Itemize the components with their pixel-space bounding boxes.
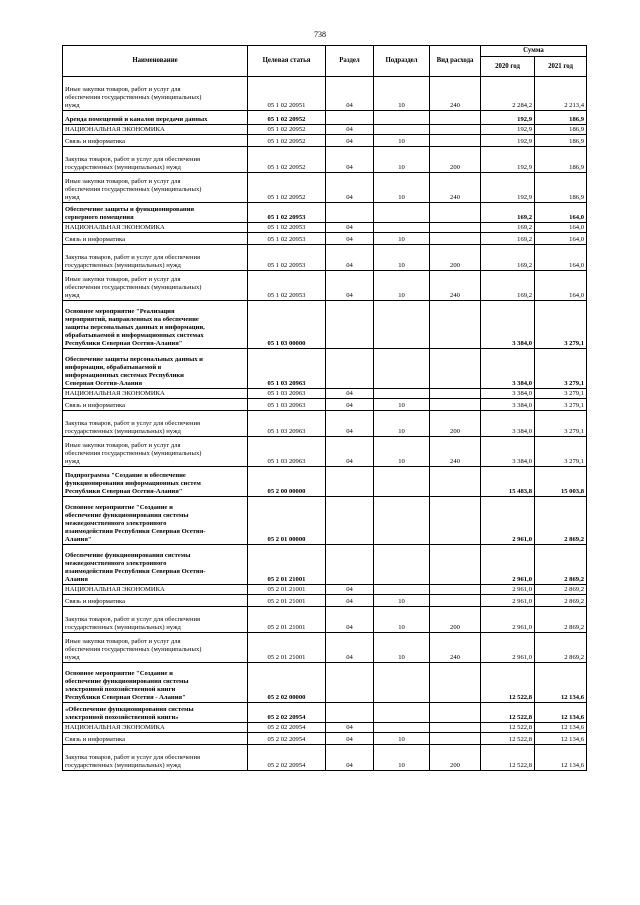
row-subsection: 10: [374, 77, 430, 111]
row-expense-type: [430, 125, 481, 135]
row-expense-type: [430, 663, 481, 703]
row-expense-type: 240: [430, 633, 481, 663]
row-name: НАЦИОНАЛЬНАЯ ЭКОНОМИКА: [63, 723, 248, 733]
row-target-code: 05 1 03 00000: [248, 301, 326, 349]
row-subsection: 10: [374, 633, 430, 663]
row-subsection: [374, 111, 430, 125]
row-expense-type: [430, 703, 481, 723]
row-sum-2021: 3 279,1: [535, 349, 587, 389]
row-section: 04: [326, 77, 374, 111]
row-expense-type: 200: [430, 245, 481, 271]
row-section: 04: [326, 245, 374, 271]
row-target-code: 05 2 02 20954: [248, 733, 326, 745]
row-section: 04: [326, 125, 374, 135]
row-expense-type: 200: [430, 147, 481, 173]
row-subsection: [374, 349, 430, 389]
row-name: Связь и информатика: [63, 135, 248, 147]
row-subsection: 10: [374, 147, 430, 173]
row-expense-type: 240: [430, 271, 481, 301]
row-target-code: 05 1 03 20963: [248, 437, 326, 467]
row-sum-2020: 3 384,0: [481, 411, 535, 437]
row-name: Основное мероприятие "Создание и обеспечение функционирования системы электронной похозяйственной книги Республики Северная Осетия - Алания": [63, 663, 248, 703]
row-sum-2020: 2 961,0: [481, 497, 535, 545]
table-row: [63, 245, 587, 271]
row-name: Закупка товаров, работ и услуг для обеспечения государственных (муниципальных) нужд: [63, 607, 248, 633]
row-target-code: 05 2 02 20954: [248, 745, 326, 771]
table-row: [63, 173, 587, 203]
header-year-2021: 2021 год: [535, 57, 587, 77]
row-sum-2020: 2 961,0: [481, 607, 535, 633]
row-expense-type: [430, 733, 481, 745]
row-target-code: 05 2 02 20954: [248, 703, 326, 723]
row-subsection: [374, 467, 430, 497]
table-row: [63, 411, 587, 437]
row-sum-2021: 3 279,1: [535, 399, 587, 411]
row-section: 04: [326, 399, 374, 411]
row-target-code: 05 2 01 00000: [248, 497, 326, 545]
row-subsection: [374, 497, 430, 545]
row-expense-type: 240: [430, 77, 481, 111]
row-subsection: 10: [374, 135, 430, 147]
row-sum-2020: 2 961,0: [481, 585, 535, 595]
page-number: 738: [314, 30, 326, 39]
row-sum-2020: 12 522,8: [481, 703, 535, 723]
row-section: 04: [326, 135, 374, 147]
row-sum-2021: 164,0: [535, 233, 587, 245]
row-sum-2020: 15 483,8: [481, 467, 535, 497]
row-section: [326, 301, 374, 349]
row-expense-type: [430, 545, 481, 585]
row-expense-type: [430, 389, 481, 399]
row-name: Связь и информатика: [63, 733, 248, 745]
row-section: 04: [326, 607, 374, 633]
table-row: [63, 125, 587, 135]
row-name: Иные закупки товаров, работ и услуг для обеспечения государственных (муниципальных) нужд: [63, 173, 248, 203]
table-row: [63, 233, 587, 245]
budget-table: [62, 45, 587, 771]
table-row: [63, 723, 587, 733]
table-row: [63, 745, 587, 771]
table-row: [63, 467, 587, 497]
row-sum-2021: 12 134,6: [535, 733, 587, 745]
row-sum-2020: 12 522,8: [481, 745, 535, 771]
row-sum-2021: 2 869,2: [535, 497, 587, 545]
row-section: 04: [326, 733, 374, 745]
row-section: [326, 467, 374, 497]
row-subsection: [374, 703, 430, 723]
row-target-code: 05 2 00 00000: [248, 467, 326, 497]
row-target-code: 05 1 02 20952: [248, 111, 326, 125]
row-section: 04: [326, 437, 374, 467]
row-target-code: 05 1 03 20963: [248, 399, 326, 411]
row-target-code: 05 1 03 20963: [248, 389, 326, 399]
row-expense-type: 200: [430, 411, 481, 437]
row-section: 04: [326, 411, 374, 437]
row-name: Закупка товаров, работ и услуг для обеспечения государственных (муниципальных) нужд: [63, 245, 248, 271]
table-row: [63, 301, 587, 349]
row-sum-2021: 2 213,4: [535, 77, 587, 111]
header-year-2020: 2020 год: [481, 57, 535, 77]
row-sum-2021: 2 869,2: [535, 607, 587, 633]
row-expense-type: [430, 467, 481, 497]
table-row: [63, 77, 587, 111]
row-expense-type: [430, 223, 481, 233]
table-row: [63, 703, 587, 723]
row-sum-2020: 192,9: [481, 111, 535, 125]
table-row: [63, 633, 587, 663]
row-sum-2021: 164,0: [535, 245, 587, 271]
table-row: [63, 389, 587, 399]
row-sum-2021: 186,9: [535, 173, 587, 203]
row-subsection: 10: [374, 733, 430, 745]
row-name: НАЦИОНАЛЬНАЯ ЭКОНОМИКА: [63, 125, 248, 135]
row-section: 04: [326, 173, 374, 203]
row-sum-2021: 3 279,1: [535, 437, 587, 467]
table-header: [63, 46, 587, 77]
row-name: Основное мероприятие "Создание и обеспечение функционирования системы межведомственного электронного взаимодействия Республики Северная Осетия- Алания": [63, 497, 248, 545]
row-section: 04: [326, 389, 374, 399]
row-expense-type: [430, 233, 481, 245]
row-sum-2020: 2 961,0: [481, 545, 535, 585]
row-sum-2021: 164,0: [535, 203, 587, 223]
row-sum-2021: 2 869,2: [535, 633, 587, 663]
row-name: Иные закупки товаров, работ и услуг для обеспечения государственных (муниципальных) нужд: [63, 437, 248, 467]
row-section: [326, 203, 374, 223]
row-section: 04: [326, 223, 374, 233]
row-sum-2021: 164,0: [535, 271, 587, 301]
row-subsection: 10: [374, 399, 430, 411]
row-subsection: [374, 125, 430, 135]
header-subsection: Подраздел: [374, 46, 430, 77]
row-sum-2021: 2 869,2: [535, 585, 587, 595]
row-name: Подпрограмма "Создание и обеспечение функционирования информационных систем Республики Северная Осетия-Алания": [63, 467, 248, 497]
row-target-code: 05 1 02 20951: [248, 77, 326, 111]
row-target-code: 05 1 02 20953: [248, 271, 326, 301]
row-target-code: 05 2 02 00000: [248, 663, 326, 703]
row-subsection: [374, 301, 430, 349]
row-sum-2020: 2 284,2: [481, 77, 535, 111]
row-sum-2020: 2 961,0: [481, 595, 535, 607]
row-name: Обеспечение функционирования системы межведомственного электронного взаимодействия Республики Северная Осетия- Алания: [63, 545, 248, 585]
row-subsection: 10: [374, 595, 430, 607]
row-section: [326, 349, 374, 389]
row-name: Аренда помещений и каналов передачи данных: [63, 111, 248, 125]
row-target-code: 05 2 01 21001: [248, 545, 326, 585]
row-sum-2020: 169,2: [481, 233, 535, 245]
row-target-code: 05 1 02 20952: [248, 135, 326, 147]
row-sum-2021: 15 003,8: [535, 467, 587, 497]
row-expense-type: 200: [430, 607, 481, 633]
table-row: [63, 203, 587, 223]
row-sum-2020: 3 384,0: [481, 301, 535, 349]
row-subsection: [374, 723, 430, 733]
row-sum-2020: 192,9: [481, 125, 535, 135]
row-target-code: 05 1 03 20963: [248, 411, 326, 437]
table-row: [63, 437, 587, 467]
row-expense-type: [430, 497, 481, 545]
row-subsection: 10: [374, 173, 430, 203]
row-section: [326, 497, 374, 545]
row-section: [326, 663, 374, 703]
row-sum-2021: 186,9: [535, 135, 587, 147]
row-sum-2021: 3 279,1: [535, 411, 587, 437]
row-name: Обеспечение защиты персональных данных и информации, обрабатываемой в информационных системах Республики Северная Осетия-Алания: [63, 349, 248, 389]
row-expense-type: [430, 135, 481, 147]
table-row: [63, 147, 587, 173]
header-name: Наименование: [63, 46, 248, 77]
row-sum-2020: 192,9: [481, 135, 535, 147]
table-row: [63, 585, 587, 595]
row-sum-2020: 169,2: [481, 203, 535, 223]
row-sum-2021: 186,9: [535, 111, 587, 125]
row-name: Закупка товаров, работ и услуг для обеспечения государственных (муниципальных) нужд: [63, 411, 248, 437]
row-subsection: 10: [374, 271, 430, 301]
row-subsection: [374, 389, 430, 399]
row-subsection: 10: [374, 745, 430, 771]
row-section: 04: [326, 147, 374, 173]
row-sum-2020: 169,2: [481, 223, 535, 233]
row-target-code: 05 1 02 20953: [248, 245, 326, 271]
row-target-code: 05 2 01 21001: [248, 585, 326, 595]
row-sum-2020: 12 522,8: [481, 663, 535, 703]
row-section: [326, 111, 374, 125]
table-row: [63, 663, 587, 703]
row-sum-2021: 12 134,6: [535, 703, 587, 723]
row-section: 04: [326, 595, 374, 607]
row-target-code: 05 1 03 20963: [248, 349, 326, 389]
row-section: 04: [326, 745, 374, 771]
row-section: 04: [326, 633, 374, 663]
table-body: [63, 77, 587, 771]
row-sum-2021: 2 869,2: [535, 595, 587, 607]
row-sum-2020: 3 384,0: [481, 389, 535, 399]
row-sum-2020: 192,9: [481, 147, 535, 173]
row-expense-type: 240: [430, 437, 481, 467]
row-name: НАЦИОНАЛЬНАЯ ЭКОНОМИКА: [63, 223, 248, 233]
row-target-code: 05 1 02 20952: [248, 173, 326, 203]
row-name: Основное мероприятие "Реализация мероприятий, направленных на обеспечение защиты персональных данных и информации, обрабатываемой в информационных системах Республики Северная Осетия-Алания": [63, 301, 248, 349]
row-expense-type: 200: [430, 745, 481, 771]
row-sum-2020: 3 384,0: [481, 437, 535, 467]
row-subsection: [374, 223, 430, 233]
table-row: [63, 111, 587, 125]
row-subsection: [374, 663, 430, 703]
row-expense-type: [430, 723, 481, 733]
table-row: [63, 595, 587, 607]
row-sum-2021: 12 134,6: [535, 663, 587, 703]
row-sum-2021: 164,0: [535, 223, 587, 233]
row-sum-2020: 169,2: [481, 271, 535, 301]
header-code: Целевая статья: [248, 46, 326, 77]
row-target-code: 05 1 02 20953: [248, 203, 326, 223]
table-row: [63, 271, 587, 301]
header-expense-type: Вид расхода: [430, 46, 481, 77]
row-target-code: 05 1 02 20952: [248, 125, 326, 135]
table-row: [63, 349, 587, 389]
table-row: [63, 223, 587, 233]
row-expense-type: 240: [430, 173, 481, 203]
row-name: Связь и информатика: [63, 399, 248, 411]
row-expense-type: [430, 585, 481, 595]
table-row: [63, 607, 587, 633]
row-section: 04: [326, 271, 374, 301]
row-name: Закупка товаров, работ и услуг для обеспечения государственных (муниципальных) нужд: [63, 745, 248, 771]
row-name: НАЦИОНАЛЬНАЯ ЭКОНОМИКА: [63, 585, 248, 595]
row-expense-type: [430, 111, 481, 125]
row-expense-type: [430, 349, 481, 389]
row-sum-2021: 2 869,2: [535, 545, 587, 585]
row-section: 04: [326, 723, 374, 733]
header-sum: Сумма: [481, 46, 587, 57]
row-name: «Обеспечение функционирования системы электронной похозяйственной книги»: [63, 703, 248, 723]
row-section: [326, 703, 374, 723]
row-sum-2020: 192,9: [481, 173, 535, 203]
table-row: [63, 399, 587, 411]
row-sum-2021: 12 134,6: [535, 745, 587, 771]
row-name: Закупка товаров, работ и услуг для обеспечения государственных (муниципальных) нужд: [63, 147, 248, 173]
row-name: Иные закупки товаров, работ и услуг для обеспечения государственных (муниципальных) нужд: [63, 633, 248, 663]
row-name: Иные закупки товаров, работ и услуг для обеспечения государственных (муниципальных) нужд: [63, 77, 248, 111]
table-row: [63, 545, 587, 585]
row-name: НАЦИОНАЛЬНАЯ ЭКОНОМИКА: [63, 389, 248, 399]
header-section: Раздел: [326, 46, 374, 77]
table-row: [63, 497, 587, 545]
row-name: Обеспечение защиты и функционирования серверного помещения: [63, 203, 248, 223]
row-sum-2021: 12 134,6: [535, 723, 587, 733]
row-sum-2021: 186,9: [535, 147, 587, 173]
row-sum-2020: 12 522,8: [481, 733, 535, 745]
row-expense-type: [430, 399, 481, 411]
row-section: 04: [326, 233, 374, 245]
table-row: [63, 733, 587, 745]
row-subsection: [374, 545, 430, 585]
row-sum-2020: 3 384,0: [481, 349, 535, 389]
row-subsection: [374, 203, 430, 223]
row-sum-2021: 3 279,1: [535, 389, 587, 399]
row-expense-type: [430, 301, 481, 349]
row-target-code: 05 1 02 20953: [248, 233, 326, 245]
row-target-code: 05 2 01 21001: [248, 595, 326, 607]
row-sum-2020: 12 522,8: [481, 723, 535, 733]
row-subsection: 10: [374, 233, 430, 245]
row-expense-type: [430, 203, 481, 223]
row-name: Связь и информатика: [63, 233, 248, 245]
row-sum-2020: 169,2: [481, 245, 535, 271]
row-target-code: 05 2 01 21001: [248, 607, 326, 633]
row-subsection: [374, 585, 430, 595]
row-name: Связь и информатика: [63, 595, 248, 607]
row-subsection: 10: [374, 437, 430, 467]
row-section: [326, 545, 374, 585]
row-target-code: 05 2 02 20954: [248, 723, 326, 733]
row-section: 04: [326, 585, 374, 595]
row-target-code: 05 2 01 21001: [248, 633, 326, 663]
row-target-code: 05 1 02 20953: [248, 223, 326, 233]
table-row: [63, 135, 587, 147]
row-name: Иные закупки товаров, работ и услуг для обеспечения государственных (муниципальных) нужд: [63, 271, 248, 301]
row-sum-2020: 2 961,0: [481, 633, 535, 663]
row-expense-type: [430, 595, 481, 607]
row-target-code: 05 1 02 20952: [248, 147, 326, 173]
row-subsection: 10: [374, 411, 430, 437]
row-sum-2021: 186,9: [535, 125, 587, 135]
row-sum-2021: 3 279,1: [535, 301, 587, 349]
row-subsection: 10: [374, 245, 430, 271]
row-sum-2020: 3 384,0: [481, 399, 535, 411]
row-subsection: 10: [374, 607, 430, 633]
